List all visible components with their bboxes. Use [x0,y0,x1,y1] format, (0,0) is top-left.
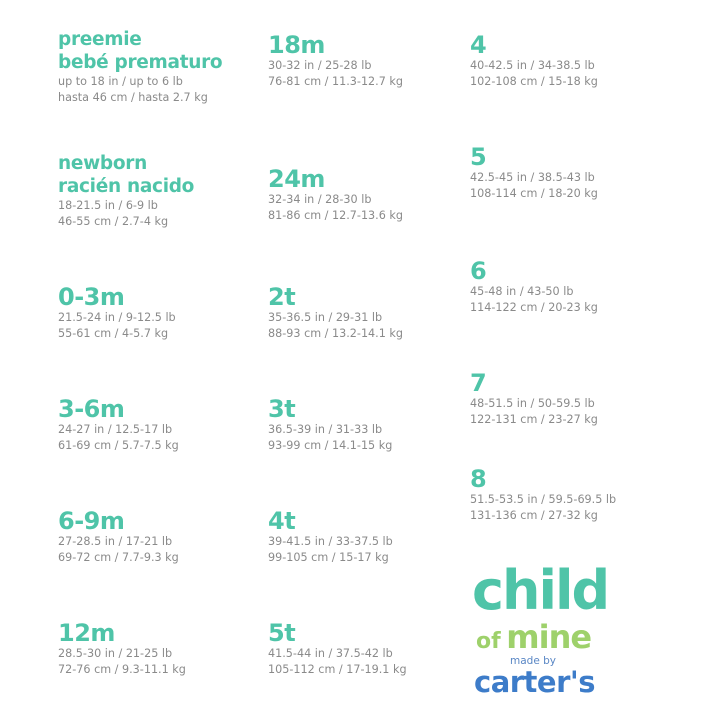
size-entry [268,32,403,90]
metric-measurement: 93-99 cm / 14.1-15 kg [268,439,393,452]
size-label: preemie bebé prematuro [58,29,223,73]
imperial-measurement: 35-36.5 in / 29-31 lb [268,311,383,324]
size-entry [58,508,179,566]
imperial-measurement: 40-42.5 in / 34-38.5 lb [470,59,595,72]
logo-of-text: of [476,629,501,654]
child-of-mine-logo [472,559,612,702]
size-entry [268,396,392,454]
size-entry [268,166,403,224]
size-label: 8 [470,465,487,493]
size-entry [470,258,598,316]
size-label: 5t [268,619,296,647]
metric-measurement: 99-105 cm / 15-17 kg [268,551,389,564]
metric-measurement: 46-55 cm / 2.7-4 kg [58,215,169,228]
size-label: 2t [268,283,296,311]
metric-measurement: 72-76 cm / 9.3-11.1 kg [58,663,186,676]
logo-mine-text: mine [506,618,592,656]
size-entry [470,144,598,202]
size-label: newborn racién nacido [58,153,195,197]
imperial-measurement: 42.5-45 in / 38.5-43 lb [470,171,595,184]
imperial-measurement: up to 18 in / up to 6 lb [58,75,183,88]
metric-measurement: hasta 46 cm / hasta 2.7 kg [58,91,208,104]
imperial-measurement: 18-21.5 in / 6-9 lb [58,199,158,212]
size-label: 24m [268,165,325,193]
logo-made-by-text: made by [510,655,557,667]
size-entry [58,152,194,230]
size-entry [268,284,403,342]
imperial-measurement: 39-41.5 in / 33-37.5 lb [268,535,393,548]
size-entry [470,32,598,90]
imperial-measurement: 24-27 in / 12.5-17 lb [58,423,173,436]
metric-measurement: 81-86 cm / 12.7-13.6 kg [268,209,403,222]
size-label: 12m [58,619,115,647]
imperial-measurement: 36.5-39 in / 31-33 lb [268,423,383,436]
metric-measurement: 61-69 cm / 5.7-7.5 kg [58,439,179,452]
metric-measurement: 102-108 cm / 15-18 kg [470,75,598,88]
logo-carters-text: carter's [474,665,596,699]
metric-measurement: 55-61 cm / 4-5.7 kg [58,327,169,340]
metric-measurement: 122-131 cm / 23-27 kg [470,413,598,426]
metric-measurement: 108-114 cm / 18-20 kg [470,187,598,200]
size-label: 7 [470,369,487,397]
imperial-measurement: 32-34 in / 28-30 lb [268,193,372,206]
size-entry [58,284,176,342]
imperial-measurement: 28.5-30 in / 21-25 lb [58,647,173,660]
logo-child-text: child [472,559,609,622]
size-label: 3t [268,395,296,423]
size-label: 6 [470,257,487,285]
size-entry [58,620,186,678]
metric-measurement: 105-112 cm / 17-19.1 kg [268,663,407,676]
size-entry [470,370,598,428]
imperial-measurement: 30-32 in / 25-28 lb [268,59,372,72]
size-label: 5 [470,143,487,171]
metric-measurement: 131-136 cm / 27-32 kg [470,509,598,522]
metric-measurement: 88-93 cm / 13.2-14.1 kg [268,327,403,340]
metric-measurement: 76-81 cm / 11.3-12.7 kg [268,75,403,88]
size-entry [268,620,407,678]
size-label: 4t [268,507,296,535]
size-entry [58,28,222,106]
size-entry [268,508,393,566]
logo-of-mine [476,620,591,660]
size-label: 18m [268,31,325,59]
imperial-measurement: 45-48 in / 43-50 lb [470,285,574,298]
imperial-measurement: 51.5-53.5 in / 59.5-69.5 lb [470,493,617,506]
metric-measurement: 114-122 cm / 20-23 kg [470,301,598,314]
imperial-measurement: 48-51.5 in / 50-59.5 lb [470,397,595,410]
metric-measurement: 69-72 cm / 7.7-9.3 kg [58,551,179,564]
size-label: 4 [470,31,487,59]
size-label: 3-6m [58,395,125,423]
imperial-measurement: 41.5-44 in / 37.5-42 lb [268,647,393,660]
imperial-measurement: 21.5-24 in / 9-12.5 lb [58,311,176,324]
size-label: 6-9m [58,507,125,535]
size-entry [470,466,616,524]
size-label: 0-3m [58,283,125,311]
size-entry [58,396,179,454]
imperial-measurement: 27-28.5 in / 17-21 lb [58,535,173,548]
